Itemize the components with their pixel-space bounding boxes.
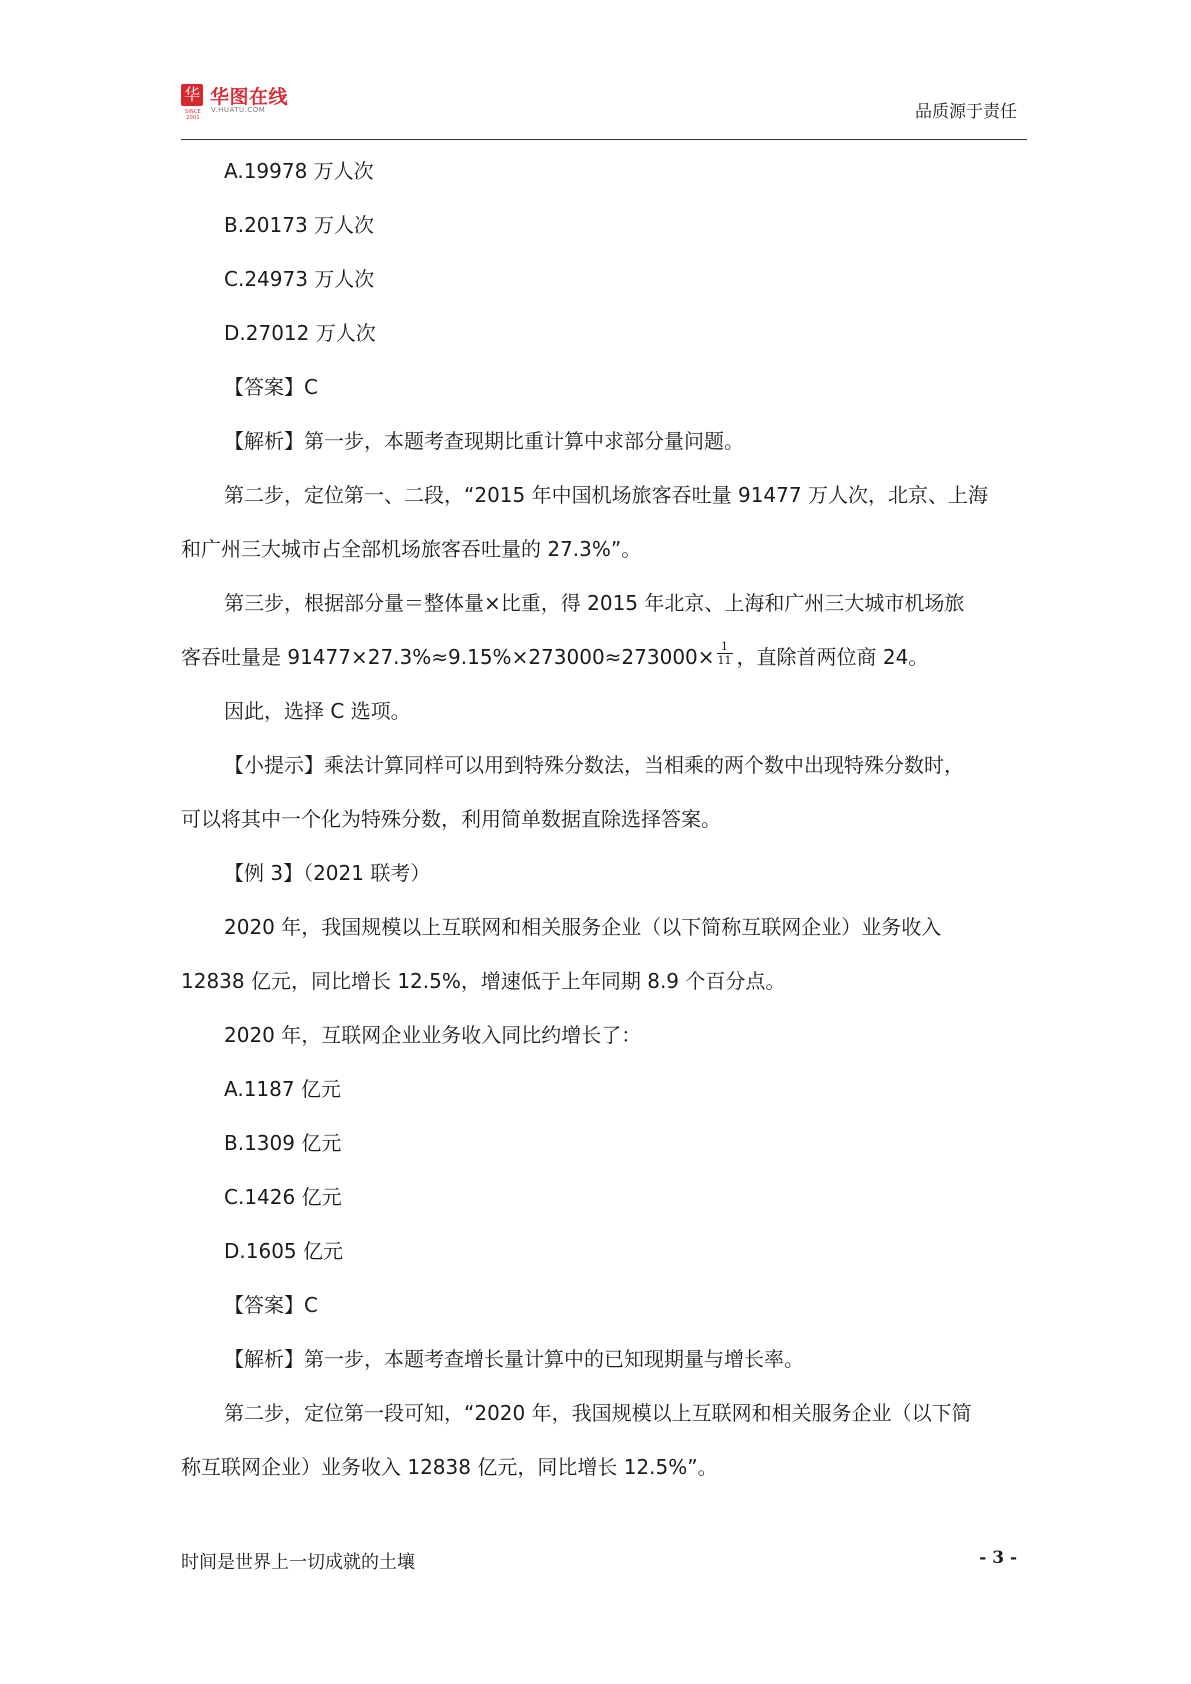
example-text: 2020 年，我国规模以上互联网和相关服务企业（以下简称互联网企业）业务收入	[224, 915, 942, 939]
huatu-logo	[181, 84, 331, 121]
analysis-step-3-cont	[181, 630, 1027, 684]
header-divider	[181, 139, 1027, 140]
tip: 【小提示】乘法计算同样可以用到特殊分数法，当相乘的两个数中出现特殊分数时，	[224, 753, 964, 777]
logo-since: SINCE 2001	[184, 109, 202, 121]
conclusion: 因此，选择 C 选项。	[224, 699, 411, 723]
option-c: C.1426 亿元	[224, 1185, 342, 1209]
example-title: 【例 3】（2021 联考）	[224, 861, 431, 885]
fraction-denominator: 11	[717, 654, 732, 667]
fraction	[717, 640, 733, 667]
option-b: B.1309 亿元	[224, 1131, 342, 1155]
option-a: A.19978 万人次	[224, 159, 374, 183]
page-header	[181, 84, 1027, 142]
analysis-step-2-cont: 和广州三大城市占全部机场旅客吞吐量的 27.3%”。	[181, 537, 642, 561]
analysis-step-1: 【解析】第一步，本题考查现期比重计算中求部分量问题。	[224, 429, 744, 453]
logo-mark-icon: 华	[181, 84, 203, 106]
option-b: B.20173 万人次	[224, 213, 375, 237]
option-d: D.1605 亿元	[224, 1239, 344, 1263]
analysis-step-1: 【解析】第一步，本题考查增长量计算中的已知现期量与增长率。	[224, 1347, 804, 1371]
page-number: - 3 -	[979, 1548, 1017, 1568]
analysis-step-2-cont: 称互联网企业）业务收入 12838 亿元，同比增长 12.5%”。	[181, 1455, 718, 1479]
document-body	[181, 144, 1027, 1494]
option-c: C.24973 万人次	[224, 267, 375, 291]
fraction-numerator: 1	[717, 640, 733, 654]
option-d: D.27012 万人次	[224, 321, 376, 345]
answer: 【答案】C	[224, 375, 318, 399]
analysis-step-2: 第二步，定位第一、二段，“2015 年中国机场旅客吞吐量 91477 万人次，北京、上海	[224, 483, 988, 507]
logo-url: V.HUATU.COM	[211, 106, 266, 114]
footer-motto: 时间是世界上一切成就的土壤	[181, 1552, 415, 1573]
calc-text-tail: ，直除首两位商 24。	[736, 645, 929, 669]
page-footer	[181, 1548, 1027, 1578]
answer: 【答案】C	[224, 1293, 318, 1317]
analysis-step-2: 第二步，定位第一段可知，“2020 年，我国规模以上互联网和相关服务企业（以下简	[224, 1401, 972, 1425]
logo-name: 华图在线	[210, 86, 289, 108]
header-slogan: 品质源于责任	[915, 102, 1017, 122]
tip-cont: 可以将其中一个化为特殊分数，利用简单数据直除选择答案。	[181, 807, 721, 831]
example-text-cont: 12838 亿元，同比增长 12.5%，增速低于上年同期 8.9 个百分点。	[181, 969, 786, 993]
analysis-step-3: 第三步，根据部分量＝整体量×比重，得 2015 年北京、上海和广州三大城市机场旅	[224, 591, 965, 615]
option-a: A.1187 亿元	[224, 1077, 341, 1101]
calc-text: 客吞吐量是 91477×27.3%≈9.15%×273000≈273000×	[181, 645, 715, 669]
example-question: 2020 年，互联网企业业务收入同比约增长了：	[224, 1023, 642, 1047]
